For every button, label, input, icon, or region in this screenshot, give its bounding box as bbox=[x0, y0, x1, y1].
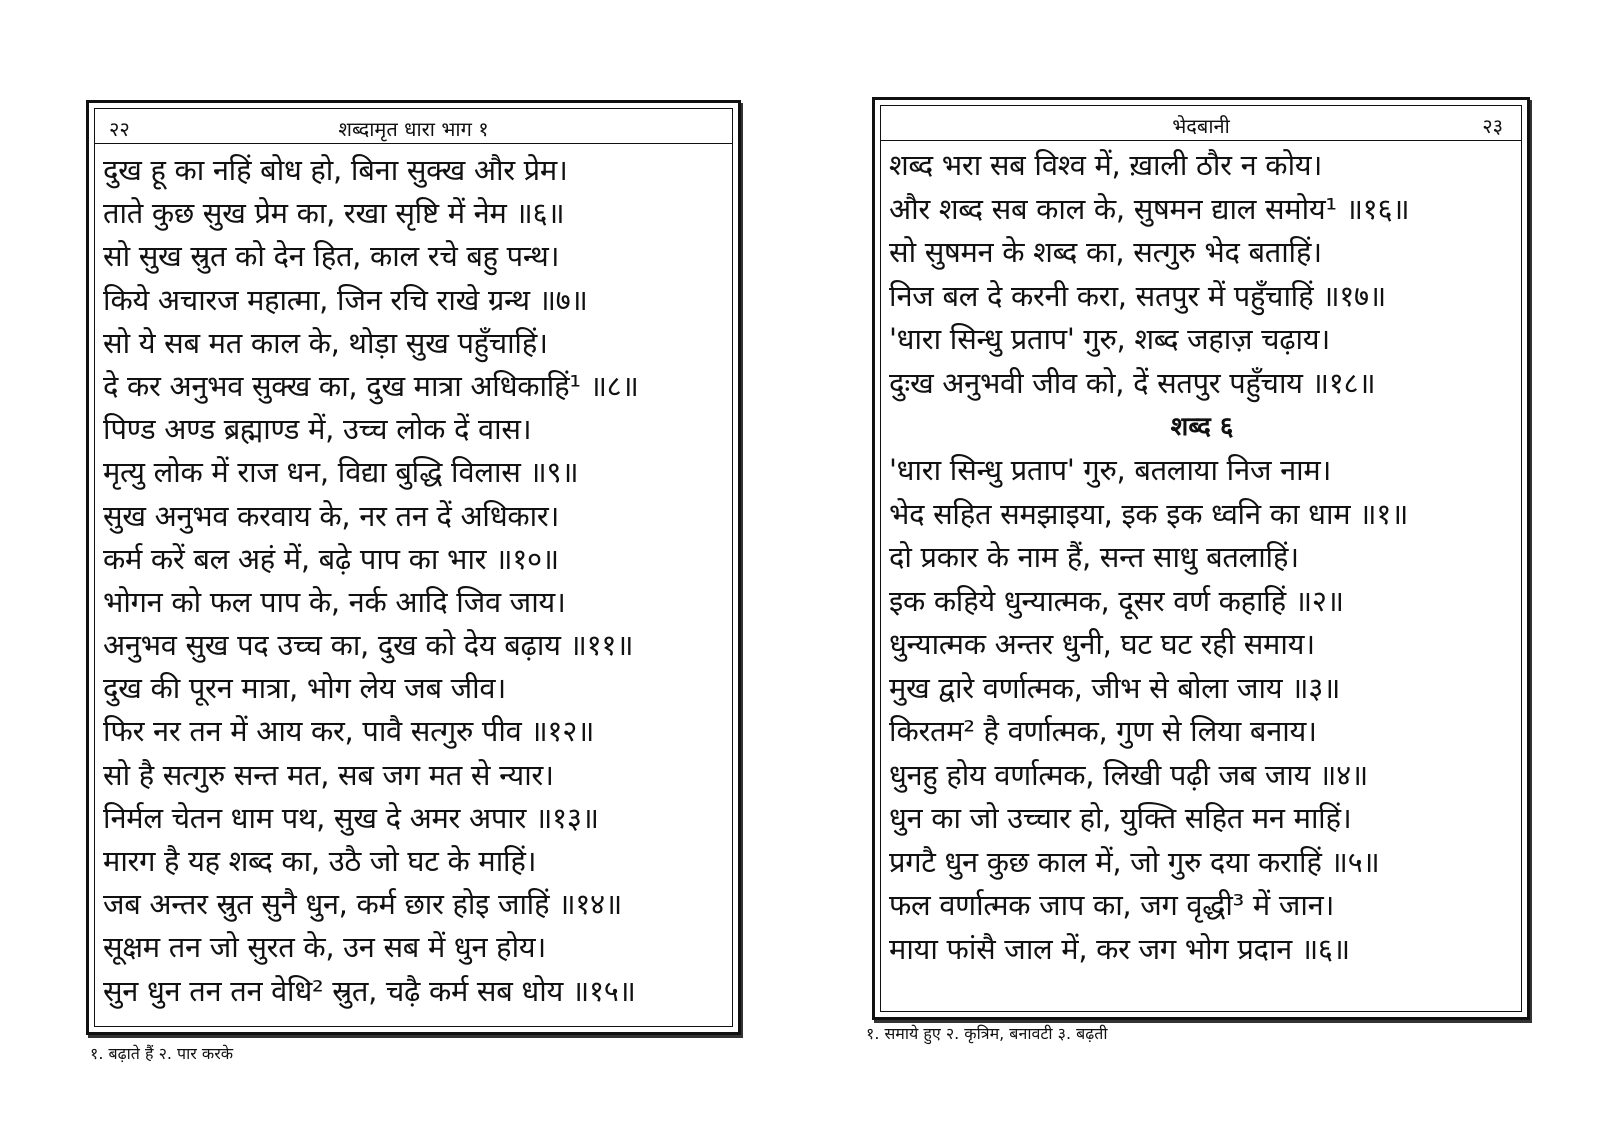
verse-line: धुनहु होय वर्णात्मक, लिखी पढ़ी जब जाय ॥४॥ bbox=[889, 757, 1368, 792]
verse-line: निर्मल चेतन धाम पथ, सुख दे अमर अपार ॥१३॥ bbox=[103, 800, 599, 835]
verse-line: प्रगटै धुन कुछ काल में, जो गुरु दया कराहिं ॥५॥ bbox=[889, 844, 1380, 879]
verse-line: माया फांसै जाल में, कर जग भोग प्रदान ॥६॥ bbox=[889, 931, 1350, 966]
verse-line: शब्द भरा सब विश्व में, ख़ाली ठौर न कोय। bbox=[889, 148, 1323, 182]
right-verses-after-heading bbox=[889, 449, 1515, 971]
verse-line: दुःख अनुभवी जीव को, दें सतपुर पहुँचाय ॥१८॥ bbox=[889, 365, 1376, 400]
verse-line: जब अन्तर स्रुत सुनै धुन, कर्म छार होइ जाहिं ॥१४॥ bbox=[103, 887, 622, 922]
verse-line: सो सुषमन के शब्द का, सत्गुरु भेद बताहिं। bbox=[889, 235, 1322, 269]
verse-line: निज बल दे करनी करा, सतपुर में पहुँचाहिं ॥१७॥ bbox=[889, 278, 1386, 313]
verse-line: दुख की पूरन मात्रा, भोग लेय जब जीव। bbox=[103, 671, 506, 706]
right-page-number: २३ bbox=[1482, 114, 1503, 138]
verse-line: मृत्यु लोक में राज धन, विद्या बुद्धि विलास ॥९॥ bbox=[103, 455, 579, 490]
left-page-frame bbox=[94, 108, 733, 1027]
verse-line: धुन्यात्मक अन्तर धुनी, घट घट रही समाय। bbox=[889, 627, 1315, 661]
verse-line: 'धारा सिन्धु प्रताप' गुरु, बतलाया निज नाम। bbox=[889, 453, 1332, 487]
verse-line: भेद सहित समझाइया, इक इक ध्वनि का धाम ॥१॥ bbox=[889, 496, 1409, 531]
verse-line: फिर नर तन में आय कर, पावै सत्गुरु पीव ॥१२॥ bbox=[103, 714, 595, 749]
left-page-number: २२ bbox=[109, 117, 130, 141]
left-running-title: शब्दामृत धारा भाग १ bbox=[338, 117, 489, 141]
verse-line: किये अचारज महात्मा, जिन रचि राखे ग्रन्थ ॥७॥ bbox=[103, 282, 588, 317]
verse-line: अनुभव सुख पद उच्च का, दुख को देय बढ़ाय ॥११॥ bbox=[103, 628, 634, 663]
right-page bbox=[872, 97, 1530, 1020]
verse-line: इक कहिये धुन्यात्मक, दूसर वर्ण कहाहिं ॥२॥ bbox=[889, 583, 1344, 618]
verse-line: कर्म करें बल अहं में, बढ़े पाप का भार ॥१०॥ bbox=[103, 541, 559, 576]
verse-line: मुख द्वारे वर्णात्मक, जीभ से बोला जाय ॥३॥ bbox=[889, 670, 1341, 705]
right-page-frame bbox=[880, 105, 1522, 1012]
verse-line: दे कर अनुभव सुक्ख का, दुख मात्रा अधिकाहिं¹ ॥८॥ bbox=[103, 368, 639, 403]
verse-line: 'धारा सिन्धु प्रताप' गुरु, शब्द जहाज़ चढ़ाय। bbox=[889, 322, 1330, 356]
verse-line: सुख अनुभव करवाय के, नर तन दें अधिकार। bbox=[103, 498, 560, 533]
verse-line: फल वर्णात्मक जाप का, जग वृद्धी³ में जान। bbox=[889, 888, 1335, 922]
verse-line: किरतम² है वर्णात्मक, गुण से लिया बनाय। bbox=[889, 714, 1317, 748]
right-page-header bbox=[881, 106, 1521, 141]
left-page bbox=[86, 100, 741, 1035]
verse-line: सो है सत्गुरु सन्त मत, सब जग मत से न्यार। bbox=[103, 757, 554, 792]
left-verse-list bbox=[103, 149, 726, 1013]
verse-line: दो प्रकार के नाम हैं, सन्त साधु बतलाहिं। bbox=[889, 540, 1299, 574]
left-footnotes: १. बढ़ाते हैं २. पार करके bbox=[90, 1044, 234, 1063]
left-page-header bbox=[95, 109, 732, 144]
verse-line: सो ये सब मत काल के, थोड़ा सुख पहुँचाहिं। bbox=[103, 325, 548, 360]
right-verse-list bbox=[889, 144, 1515, 971]
verse-line: सो सुख स्रुत को देन हित, काल रचे बहु पन्थ। bbox=[103, 239, 560, 274]
verse-line: सूक्षम तन जो सुरत के, उन सब में धुन होय। bbox=[103, 930, 546, 965]
verse-line: ताते कुछ सुख प्रेम का, रखा सृष्टि में नेम ॥६॥ bbox=[103, 196, 565, 231]
section-heading: शब्द ६ bbox=[1170, 412, 1234, 442]
verse-line: दुख हू का नहिं बोध हो, बिना सुक्ख और प्रेम। bbox=[103, 153, 568, 187]
verse-line: धुन का जो उच्चार हो, युक्ति सहित मन माहिं। bbox=[889, 801, 1352, 835]
right-verses-before-heading bbox=[889, 144, 1515, 405]
verse-line: मारग है यह शब्द का, उठै जो घट के माहिं। bbox=[103, 844, 537, 878]
verse-line: भोगन को फल पाप के, नर्क आदि जिव जाय। bbox=[103, 584, 566, 619]
verse-line: और शब्द सब काल के, सुषमन द्याल समोय¹ ॥१६॥ bbox=[889, 191, 1410, 226]
verse-line: सुन धुन तन तन वेधि² स्रुत, चढ़ै कर्म सब धोय ॥१५॥ bbox=[103, 973, 636, 1008]
verse-line: पिण्ड अण्ड ब्रह्माण्ड में, उच्च लोक दें वास। bbox=[103, 412, 532, 447]
right-running-title: भेदबानी bbox=[1172, 114, 1230, 138]
right-footnotes: १. समाये हुए २. कृत्रिम, बनावटी ३. बढ़ती bbox=[866, 1024, 1108, 1043]
